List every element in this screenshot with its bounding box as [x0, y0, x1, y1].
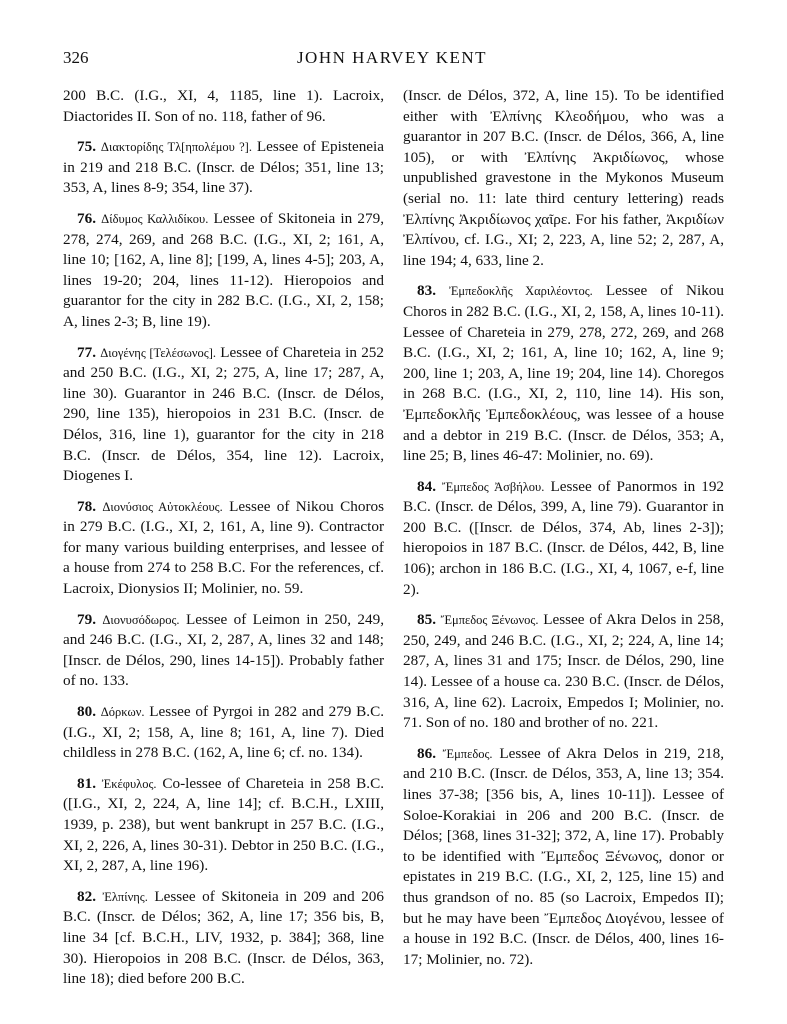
entry-text: Lessee of Skitoneia in 209 and 206 B.C. (Inscr. de Délos; 362, A, line 17; 356 bis, B, line 34 [cf. B.C.H., LIV, 1932, p. 384]; 368, line 30). Hieropoios in 208 B.C. (Inscr. de Délos, 363, line 18); died before 200 B.C.	[63, 887, 384, 988]
running-header	[63, 48, 721, 72]
entry-name: Ἐκέφυλος.	[101, 776, 157, 791]
entry-number: 83.	[417, 282, 436, 300]
entry-text: Lessee of Nikou Choros in 282 B.C. (I.G., XI, 2, 158, A, lines 10-11). Lessee of Chareteia in 279, 278, 272, 269, and 268 B.C. (I.G., XI, 2; 161, A, line 10; 162, A, line 9; 200, line 1; 203, A, line 19; 204, line 14). Choregos in 268 B.C. (I.G., XI, 2, 110, line 14). His son, Ἐμπεδοκλῆς Ἐμπεδοκλέους, was lessee of a house and a debtor in 219 B.C. (Inscr. de Délos, 353; A, line 25; B, lines 46-47: Molinier, no. 69).	[403, 282, 724, 465]
entry-text: Lessee of Akra Delos in 219, 218, and 210 B.C. (Inscr. de Délos, 353, A, line 13; 354. lines 37-38; [356 bis, A, lines 10-11]). Lessee of Soloe-Korakiai in 206 and 200 B.C. (Inscr. de Délos; [368, lines 31-32]; 372, A, line 17). Probably to be identified with Ἔμπεδος Ξένωνος, donor or epistates in 219 B.C. (I.G., XI, 2, 125, line 15) and thus grandson of no. 85 (so Lacroix, Empedos II); but he may have been Ἔμπεδος Διογένου, lessee of a house in 192 B.C. (Inscr. de Délos, 400, lines 16-17; Molinier, no. 72).	[403, 744, 725, 968]
entry-84	[403, 477, 724, 601]
running-title: JOHN HARVEY KENT	[296, 48, 488, 67]
entry-text: Lessee of Panormos in 192 B.C. (Inscr. de Délos, 399, A, line 79). Guarantor in 200 B.C. ([Inscr. de Délos, 374, Ab, lines 2-3]); hieropoios in 187 B.C. (Inscr. de Délos, 442, B, line 106); archon in 186 B.C. (I.G., XI, 4, 1067, e-f, line 2).	[403, 477, 725, 598]
entry-number: 81.	[77, 774, 96, 792]
entry-text: Lessee of Pyrgoi in 282 and 279 B.C. (I.G., XI, 2; 158, A, line 8; 161, A, line 7). Died childless in 278 B.C. (162, A, line 6; cf. no. 134).	[63, 703, 385, 762]
entry-name: Ἐμπεδοκλῆς Χαριλέοντος.	[449, 284, 593, 299]
entry-name: Ἐλπίνης.	[102, 889, 148, 904]
entry-82	[63, 887, 384, 990]
entry-77	[63, 343, 384, 487]
entry-name: Δόρκων.	[100, 705, 145, 720]
entry-text: Lessee of Episteneia in 219 and 218 B.C. (Inscr. de Délos; 351, line 13; 353, A, lines 8-9; 354, line 37).	[63, 138, 384, 197]
left-column	[63, 86, 384, 1000]
entry-80	[63, 702, 384, 764]
entry-number: 75.	[77, 138, 96, 156]
entry-text: Lessee of Akra Delos in 258, 250, 249, and 246 B.C. (I.G., XI, 2; 224, A, line 14; 287, A, lines 31 and 175; Inscr. de Délos, 290, line 14). Lessee of a house ca. 230 B.C. (Inscr. de Délos, 316, A, line 62). Lacroix, Empedos I; Molinier, no. 71. Son of no. 180 and brother of no. 221.	[403, 611, 725, 732]
right-column	[403, 86, 724, 980]
entry-83	[403, 281, 724, 466]
entry-78	[63, 497, 384, 600]
entry-name: Ἔμπεδος Ἀσβήλου.	[442, 479, 545, 494]
entry-number: 79.	[77, 610, 96, 628]
entry-name: Διονύσιος Αὐτοκλέους.	[102, 499, 223, 514]
entry-text: Lessee of Chareteia in 252 and 250 B.C. (I.G., XI, 2; 275, A, line 17; 287, A, line 30). Guarantor in 246 B.C. (Inscr. de Délos, 290, line 135), hieropoios in 231 B.C. (Inscr. de Délos, 316, line 1), guarantor for the city in 218 B.C. (Inscr. de Délos, 354, line 12). Lacroix, Diogenes I.	[63, 343, 384, 485]
entry-number: 80.	[77, 703, 96, 721]
entry-number: 85.	[417, 611, 436, 629]
entry-number: 84.	[417, 477, 436, 495]
entry-name: Ἔμπεδος Ξένωνος.	[440, 613, 539, 628]
entry-75	[63, 137, 384, 199]
entry-text: Co-lessee of Chareteia in 258 B.C. ([I.G., XI, 2, 224, A, line 14]; cf. B.C.H., LXIII, 1939, p. 238), but went bankrupt in 257 B.C. (I.G., XI, 2, 226, A, lines 30-31). Debtor in 250 B.C. (I.G., XI, 2, 287, A, line 196).	[63, 774, 385, 875]
entry-79	[63, 610, 384, 692]
entry-name: Ἔμπεδος.	[442, 746, 493, 761]
entry-text: Lessee of Skitoneia in 279, 278, 274, 269, and 268 B.C. (I.G., XI, 2; 161, A, line 10; [162, A, line 8]; [199, A, lines 4-5]; 203, A, lines 19-20; 204, lines 11-12). Hieropoios and guarantor for the city in 282 B.C. (I.G., XI, 2, 158; A, lines 2-3; B, line 19).	[63, 209, 385, 330]
entry-text: Lessee of Nikou Choros in 279 B.C. (I.G., XI, 2, 161, A, line 9). Contractor for many various building enterprises, and lessee of a house from 274 to 258 B.C. For the references, cf. Lacroix, Dionysios II; Molinier, no. 59.	[63, 497, 384, 598]
entry-81	[63, 774, 384, 877]
entry-name: Δίδυμος Καλλιδίκου.	[101, 211, 209, 226]
entry-number: 78.	[77, 497, 96, 515]
entry-number: 77.	[77, 343, 96, 361]
continuation-text: 200 B.C. (I.G., XI, 4, 1185, line 1). Lacroix, Diactorides II. Son of no. 118, father of 96.	[63, 87, 384, 125]
entry-name: Διογένης [Τελέσωνος].	[100, 345, 216, 360]
continuation-text: (Inscr. de Délos, 372, A, line 15). To be identified either with Ἐλπίνης Κλεοδήμου, who was a guarantor in 207 B.C. (Inscr. de Délos, 366, A, line 105), or with Ἐλπίνης Ἀκριδίωνος, whose unpublished gravestone in the Mykonos Museum (serial no. 11: late third century lettering) reads Ἐλπίνης Ἀκριδίωνος χαῖρε. For his father, Ἀκριδίων Ἐλπίνου, cf. I.G., XI; 2, 223, A, line 52; 2, 287, A, line 194; 4, 633, line 2.	[403, 87, 724, 269]
entry-86	[403, 744, 724, 971]
entry-number: 82.	[77, 887, 96, 905]
entry-85	[403, 610, 724, 734]
entry-number: 86.	[417, 744, 436, 762]
entry-76	[63, 209, 384, 333]
entry-name: Διονυσόδωρος.	[102, 612, 180, 627]
page-number: 326	[63, 48, 89, 67]
entry-number: 76.	[77, 209, 96, 227]
entry-text: Lessee of Leimon in 250, 249, and 246 B.C. (I.G., XI, 2, 287, A, lines 32 and 148; [Inscr. de Délos, 290, lines 14-15]). Probably father of no. 133.	[63, 610, 385, 690]
entry-name: Διακτορίδης Τλ[ηπολέμου ?].	[100, 140, 252, 155]
